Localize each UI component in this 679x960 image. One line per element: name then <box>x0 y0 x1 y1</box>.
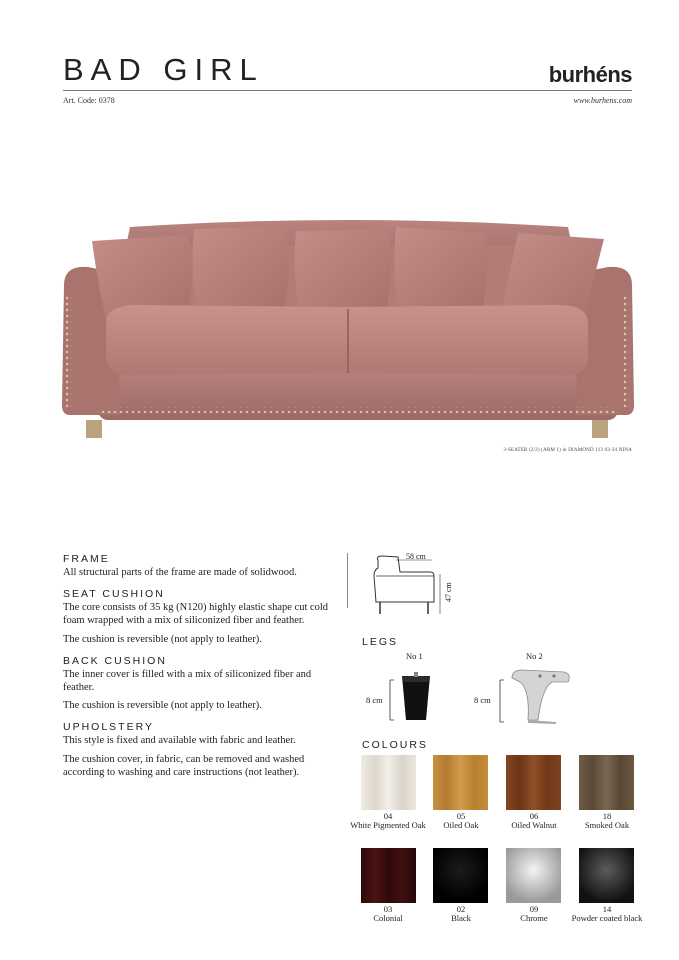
swatch-white-pigmented-oak[interactable] <box>361 755 416 810</box>
product-title: BAD GIRL <box>63 52 264 87</box>
leg-2-height: 8 cm <box>474 695 491 705</box>
swatch-14-code: 14 <box>602 904 612 914</box>
back-cushion-text: The inner cover is filled with a mix of siliconized fiber and feather. <box>63 668 312 694</box>
black-tapered-leg-icon <box>388 672 448 724</box>
swatch-05-name: Oiled Oak <box>443 820 479 830</box>
swatch-03-name: Colonial <box>373 913 403 923</box>
sofa-side-view-icon <box>370 552 470 622</box>
swatch-04-name: White Pigmented Oak <box>350 820 426 830</box>
upholstery-heading: UPHOLSTERY <box>63 721 154 734</box>
header-divider <box>63 90 632 91</box>
swatch-09-name: Chrome <box>520 913 548 923</box>
frame-text: All structural parts of the frame are made of solidwood. <box>63 567 297 578</box>
swatch-powder-coated-black[interactable] <box>579 848 634 903</box>
swatch-06-code: 06 <box>529 811 539 821</box>
specifications <box>63 553 333 779</box>
swatch-oiled-oak[interactable] <box>433 755 488 810</box>
swatch-06-name: Oiled Walnut <box>511 820 557 830</box>
frame-heading: FRAME <box>63 553 110 565</box>
product-caption: 3-SEATER (2/2) (ARM 1) in DIAMOND 113 03-34 NINA <box>503 448 632 453</box>
swatch-chrome[interactable] <box>506 848 561 903</box>
legs-heading: LEGS <box>362 636 399 648</box>
height-dimension: 47 cm <box>444 582 453 602</box>
swatch-05-code: 05 <box>456 811 466 821</box>
swatch-smoked-oak[interactable] <box>579 755 634 810</box>
brand-logo: burhéns <box>548 62 632 87</box>
swatch-18-name: Smoked Oak <box>584 820 630 830</box>
swatch-18-code: 18 <box>602 811 612 821</box>
depth-dimension: 58 cm <box>406 552 426 561</box>
swatch-02-code: 02 <box>456 904 466 914</box>
swatch-04-code: 04 <box>383 811 393 821</box>
website-link[interactable]: www.burhens.com <box>573 96 632 105</box>
colours-heading: COLOURS <box>362 739 428 751</box>
column-divider <box>347 553 348 608</box>
seat-cushion-note: The cushion is reversible (not apply to leather). <box>63 633 262 645</box>
art-code: Art. Code: 0378 <box>63 96 115 105</box>
swatch-oiled-walnut[interactable] <box>506 755 561 810</box>
back-cushion-note: The cushion is reversible (not apply to leather). <box>63 700 262 712</box>
leg-2-label: No 2 <box>526 651 543 661</box>
back-cushion-heading: BACK CUSHION <box>63 654 167 667</box>
seat-cushion-text: The core consists of 35 kg (N120) highly elastic shape cut cold foam wrapped with a mix of siliconized fiber and feather. <box>63 602 329 627</box>
swatch-09-code: 09 <box>529 904 539 914</box>
swatch-colonial[interactable] <box>361 848 416 903</box>
sofa-image <box>58 205 638 445</box>
upholstery-text: This style is fixed and available with fabric and leather. <box>63 735 296 747</box>
seat-cushion-heading: SEAT CUSHION <box>63 588 165 601</box>
leg-1-height: 8 cm <box>366 695 383 705</box>
dimension-drawing <box>370 552 470 622</box>
swatch-black[interactable] <box>433 848 488 903</box>
leg-1-label: No 1 <box>406 651 423 661</box>
swatch-03-code: 03 <box>383 904 393 914</box>
swatch-14-name: Powder coated black <box>571 913 643 923</box>
chrome-sled-leg-icon <box>498 668 578 726</box>
swatch-02-name: Black <box>451 913 471 923</box>
upholstery-note: The cushion cover, in fabric, can be removed and washed according to washing and care instructions (not leather). <box>63 753 305 778</box>
